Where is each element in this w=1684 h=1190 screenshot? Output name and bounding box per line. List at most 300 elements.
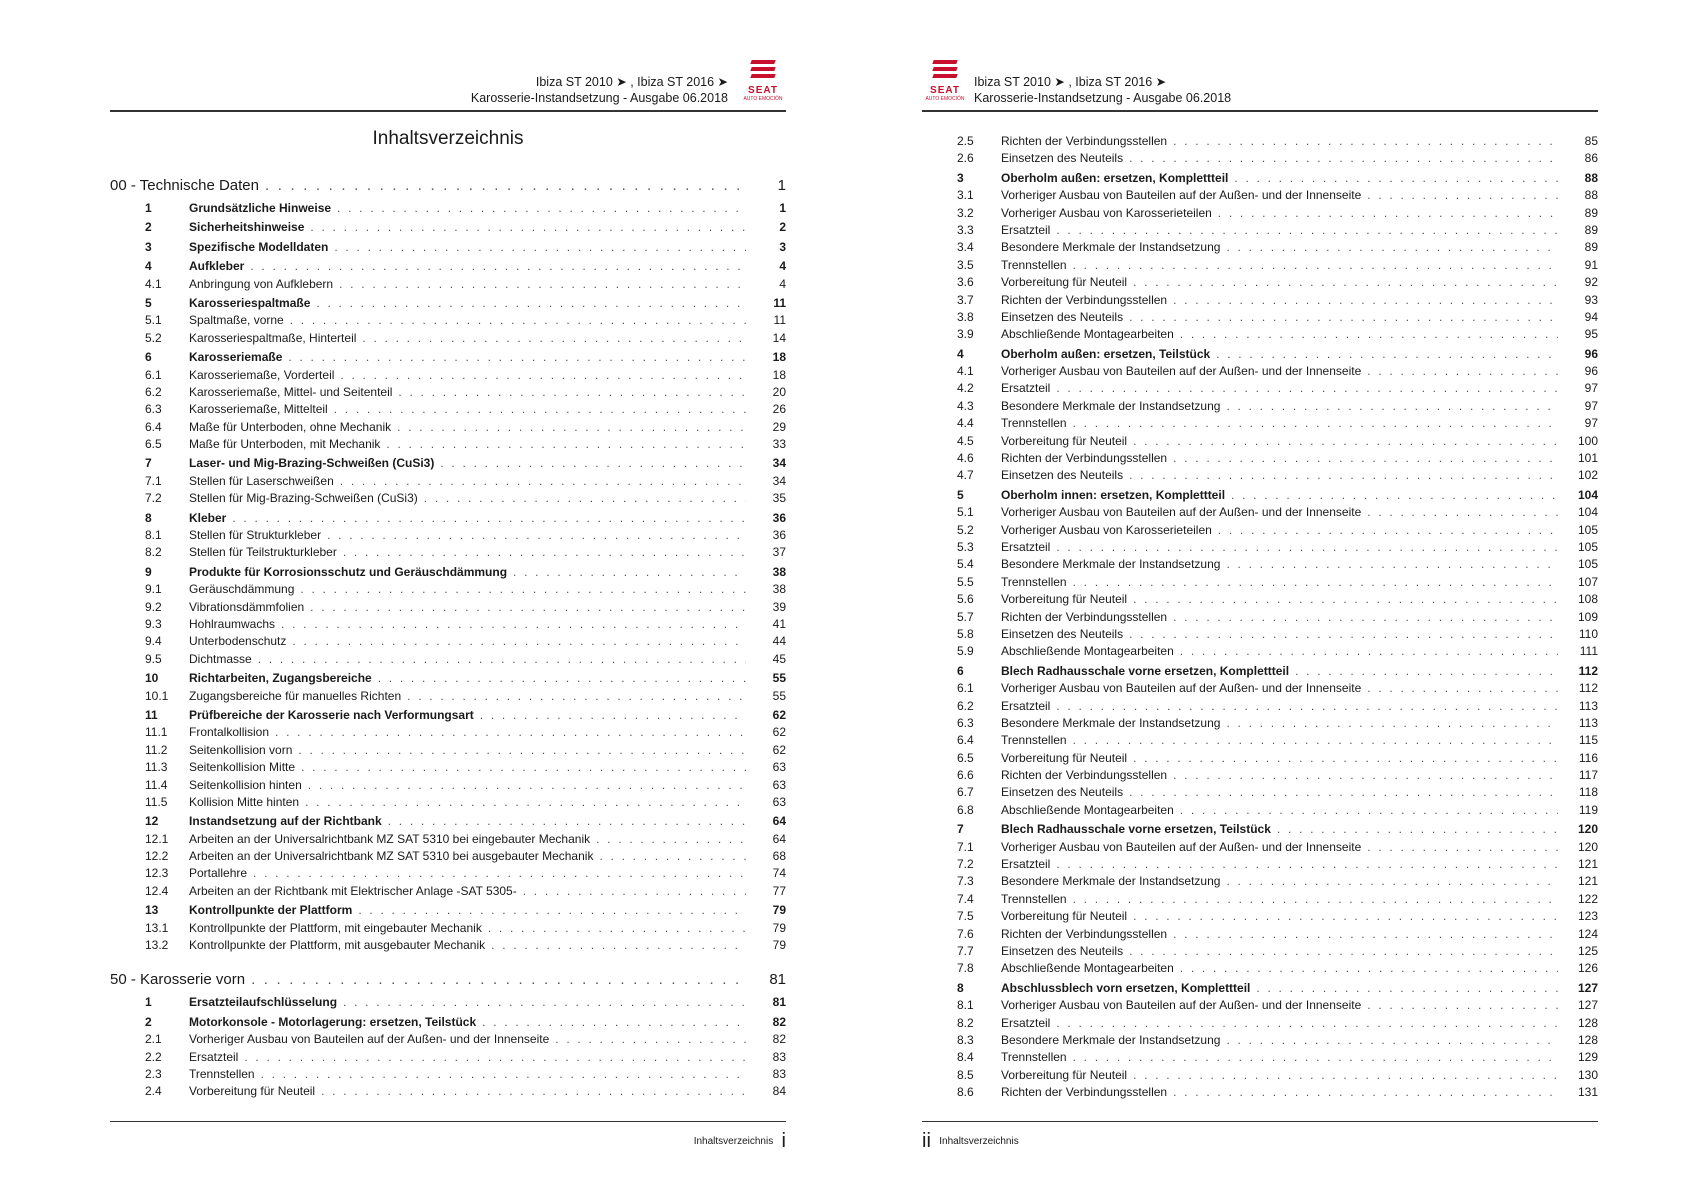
toc-entry[interactable] — [110, 848, 786, 865]
toc-section[interactable] — [110, 967, 786, 992]
header-model-line: Ibiza ST 2010 ➤ , Ibiza ST 2016 ➤ — [974, 75, 1167, 89]
dot-leader — [334, 401, 746, 418]
dot-leader — [1133, 750, 1558, 767]
toc-entry-number: 7.2 — [957, 857, 974, 872]
toc-entry-title: Vorbereitung für Neuteil — [1001, 1067, 1128, 1082]
toc-entry[interactable] — [110, 1066, 786, 1083]
toc-entry-number: 6.6 — [957, 768, 974, 783]
toc-chapter[interactable] — [922, 980, 1598, 997]
toc-entry-page: 96 — [1584, 364, 1598, 379]
toc-entry[interactable] — [110, 920, 786, 937]
toc-entry[interactable] — [110, 276, 786, 293]
toc-entry-page: 88 — [1584, 188, 1598, 203]
toc-entry-number: 9.5 — [145, 651, 162, 666]
toc-chapter[interactable] — [110, 258, 786, 275]
toc-entry-page: 96 — [1584, 346, 1598, 361]
left-page — [110, 0, 786, 1190]
toc-chapter[interactable] — [922, 821, 1598, 838]
toc-entry-page: 95 — [1584, 327, 1598, 342]
toc-entry-number: 6.4 — [145, 419, 162, 434]
toc-entry[interactable] — [110, 419, 786, 436]
toc-entry-number: 6.5 — [957, 750, 974, 765]
dot-leader — [1129, 309, 1558, 326]
toc-entry[interactable] — [922, 239, 1598, 256]
toc-entry-number: 3.8 — [957, 309, 974, 324]
toc-entry-title: Kontrollpunkte der Plattform, mit ausgebauter Mechanik — [189, 938, 486, 953]
toc-entry[interactable] — [110, 384, 786, 401]
toc-entry[interactable] — [922, 732, 1598, 749]
dot-leader — [1173, 450, 1558, 467]
toc-entry[interactable] — [110, 490, 786, 507]
toc-entry-title: Vorbereitung für Neuteil — [1001, 275, 1128, 290]
toc-chapter[interactable] — [110, 239, 786, 256]
toc-entry-title: Oberholm außen: ersetzen, Teilstück — [1001, 346, 1211, 361]
toc-entry-title: Besondere Merkmale der Instandsetzung — [1001, 240, 1221, 255]
toc-entry-title: 00 - Technische Daten — [110, 177, 259, 194]
toc-entry[interactable] — [922, 574, 1598, 591]
toc-entry-number: 8.1 — [957, 998, 974, 1013]
toc-entry[interactable] — [110, 312, 786, 329]
toc-entry-page: 102 — [1577, 468, 1598, 483]
dot-leader — [301, 759, 746, 776]
toc-chapter[interactable] — [110, 219, 786, 236]
toc-entry[interactable] — [110, 742, 786, 759]
toc-entry-number: 5.1 — [145, 313, 162, 328]
dot-leader — [265, 173, 746, 198]
dot-leader — [1226, 556, 1558, 573]
toc-entry-number: 8.5 — [957, 1067, 974, 1082]
dot-leader — [1231, 487, 1558, 504]
toc-entry-number: 11.4 — [145, 777, 168, 792]
toc-entry[interactable] — [922, 1084, 1598, 1101]
dot-leader — [1056, 1015, 1558, 1032]
toc-entry-title: Seitenkollision Mitte — [189, 760, 296, 775]
toc-chapter[interactable] — [110, 1014, 786, 1031]
dot-leader — [292, 633, 746, 650]
toc-entry-title: Vorheriger Ausbau von Bauteilen auf der Außen- und der Innenseite — [189, 1032, 550, 1047]
logo-wordmark: SEAT — [930, 85, 960, 96]
toc-entry[interactable] — [110, 865, 786, 882]
toc-chapter[interactable] — [110, 994, 786, 1011]
toc-entry[interactable] — [110, 544, 786, 561]
toc-entry-number: 7.1 — [957, 839, 974, 854]
toc-entry[interactable] — [922, 309, 1598, 326]
toc-entry-number: 9 — [145, 564, 152, 579]
dot-leader — [358, 902, 746, 919]
toc-entry[interactable] — [110, 616, 786, 633]
toc-entry-page: 92 — [1584, 275, 1598, 290]
toc-entry[interactable] — [110, 777, 786, 794]
toc-entry[interactable] — [922, 222, 1598, 239]
toc-entry[interactable] — [922, 450, 1598, 467]
toc-entry-number: 9.2 — [145, 599, 162, 614]
toc-chapter[interactable] — [110, 902, 786, 919]
toc-entry[interactable] — [922, 504, 1598, 521]
toc-entry-page: 81 — [772, 995, 786, 1010]
toc-entry[interactable] — [922, 891, 1598, 908]
toc-entry-title: Stellen für Mig-Brazing-Schweißen (CuSi3) — [189, 491, 418, 506]
toc-entry-number: 6.2 — [957, 698, 974, 713]
toc-entry-title: Portallehre — [189, 866, 248, 881]
toc-entry-title: Richten der Verbindungsstellen — [1001, 451, 1168, 466]
toc-entry-page: 2 — [779, 220, 786, 235]
toc-entry-title: Karosseriemaße, Mittelteil — [189, 402, 328, 417]
dot-leader — [1180, 802, 1558, 819]
toc-entry[interactable] — [922, 767, 1598, 784]
toc-entry-title: Frontalkollision — [189, 725, 270, 740]
toc-entry-title: Anbringung von Aufklebern — [189, 276, 334, 291]
toc-entry[interactable] — [110, 330, 786, 347]
toc-entry-title: Unterbodenschutz — [189, 634, 287, 649]
toc-chapter[interactable] — [110, 349, 786, 366]
toc-entry[interactable] — [110, 1049, 786, 1066]
dot-leader — [261, 1066, 746, 1083]
toc-entry-number: 2.1 — [145, 1032, 162, 1047]
page-folio: i — [781, 1130, 786, 1152]
toc-entry[interactable] — [922, 960, 1598, 977]
toc-entry-number: 7.7 — [957, 943, 974, 958]
toc-entry-number: 4.4 — [957, 416, 974, 431]
toc-entry-title: Vorheriger Ausbau von Bauteilen auf der Außen- und der Innenseite — [1001, 839, 1362, 854]
toc-entry[interactable] — [922, 522, 1598, 539]
toc-entry[interactable] — [922, 873, 1598, 890]
toc-entry[interactable] — [922, 187, 1598, 204]
toc-entry-title: Ersatzteil — [1001, 1015, 1051, 1030]
toc-entry-page: 105 — [1577, 557, 1598, 572]
dot-leader — [1216, 346, 1558, 363]
toc-entry-page: 126 — [1577, 961, 1598, 976]
dot-leader — [258, 651, 746, 668]
dot-leader — [337, 200, 746, 217]
dot-leader — [1129, 467, 1558, 484]
toc-entry[interactable] — [922, 1032, 1598, 1049]
toc-entry-number: 4.3 — [957, 398, 974, 413]
toc-entry[interactable] — [922, 556, 1598, 573]
dot-leader — [1226, 715, 1558, 732]
toc-chapter[interactable] — [110, 813, 786, 830]
toc-entry[interactable] — [922, 856, 1598, 873]
toc-entry-page: 88 — [1584, 170, 1598, 185]
toc-entry-number: 6.3 — [957, 715, 974, 730]
dot-leader — [1073, 1049, 1558, 1066]
toc-entry[interactable] — [922, 908, 1598, 925]
dot-leader — [1180, 960, 1558, 977]
toc-entry-number: 3 — [957, 170, 964, 185]
toc-entry-page: 125 — [1577, 943, 1598, 958]
toc-entry-number: 9.3 — [145, 616, 162, 631]
toc-entry[interactable] — [922, 802, 1598, 819]
toc-entry-page: 4 — [779, 259, 786, 274]
toc-entry[interactable] — [922, 643, 1598, 660]
toc-entry[interactable] — [110, 599, 786, 616]
toc-entry-page: 109 — [1577, 609, 1598, 624]
toc-entry[interactable] — [922, 698, 1598, 715]
toc-entry-number: 7.5 — [957, 909, 974, 924]
toc-entry-number: 2 — [145, 220, 152, 235]
toc-entry-title: Abschließende Montagearbeiten — [1001, 644, 1174, 659]
dot-leader — [1173, 609, 1558, 626]
toc-chapter[interactable] — [110, 295, 786, 312]
toc-chapter[interactable] — [922, 663, 1598, 680]
toc-entry[interactable] — [922, 839, 1598, 856]
toc-entry[interactable] — [110, 633, 786, 650]
toc-section[interactable] — [110, 173, 786, 198]
toc-entry-number: 5.2 — [145, 330, 162, 345]
page-folio: ii — [922, 1130, 931, 1152]
toc-entry-page: 123 — [1577, 909, 1598, 924]
dot-leader — [1173, 292, 1558, 309]
toc-entry-number: 13 — [145, 903, 159, 918]
toc-entry-title: Richten der Verbindungsstellen — [1001, 768, 1168, 783]
dot-leader — [1226, 873, 1558, 890]
dot-leader — [253, 865, 746, 882]
toc-entry-title: Vorbereitung für Neuteil — [1001, 433, 1128, 448]
toc-entry-number: 6 — [145, 350, 152, 365]
toc-entry[interactable] — [110, 527, 786, 544]
toc-entry-number: 4.2 — [957, 381, 974, 396]
toc-entry-page: 101 — [1577, 451, 1598, 466]
toc-chapter[interactable] — [110, 510, 786, 527]
toc-entry[interactable] — [922, 380, 1598, 397]
toc-entry-number: 5.6 — [957, 592, 974, 607]
toc-entry-title: Einsetzen des Neuteils — [1001, 626, 1124, 641]
dot-leader — [513, 564, 746, 581]
toc-entry-number: 7.1 — [145, 473, 162, 488]
dot-leader — [1173, 133, 1558, 150]
dot-leader — [480, 707, 746, 724]
toc-entry-page: 130 — [1577, 1067, 1598, 1082]
toc-chapter[interactable] — [922, 487, 1598, 504]
toc-entry[interactable] — [922, 943, 1598, 960]
toc-entry[interactable] — [110, 1031, 786, 1048]
toc-entry-page: 82 — [772, 1014, 786, 1029]
toc-entry-number: 6.7 — [957, 785, 974, 800]
toc-entry-page: 3 — [779, 239, 786, 254]
dot-leader — [1129, 626, 1558, 643]
toc-entry-number: 11.1 — [145, 725, 168, 740]
toc-entry[interactable] — [110, 883, 786, 900]
dot-leader — [1173, 926, 1558, 943]
dot-leader — [1367, 504, 1558, 521]
toc-entry-number: 10.1 — [145, 688, 169, 703]
toc-entry[interactable] — [110, 937, 786, 954]
dot-leader — [310, 219, 746, 236]
dot-leader — [298, 742, 746, 759]
dot-leader — [1367, 839, 1558, 856]
toc-chapter[interactable] — [110, 200, 786, 217]
toc-entry[interactable] — [922, 997, 1598, 1014]
toc-entry[interactable] — [922, 398, 1598, 415]
toc-entry-page: 112 — [1578, 681, 1598, 696]
toc-entry-number: 8 — [145, 510, 152, 525]
dot-leader — [1277, 821, 1558, 838]
toc-entry-title: Prüfbereiche der Karosserie nach Verformungsart — [189, 707, 474, 722]
toc-entry[interactable] — [922, 326, 1598, 343]
toc-entry[interactable] — [922, 467, 1598, 484]
right-page — [922, 0, 1598, 1190]
dot-leader — [388, 813, 746, 830]
toc-entry[interactable] — [922, 609, 1598, 626]
toc-entry[interactable] — [922, 715, 1598, 732]
toc-entry-number: 4 — [957, 346, 964, 361]
toc-entry[interactable] — [922, 926, 1598, 943]
toc-entry-number: 7 — [957, 822, 964, 837]
toc-entry-title: Oberholm innen: ersetzen, Komplettteil — [1001, 487, 1226, 502]
toc-entry[interactable] — [922, 292, 1598, 309]
toc-entry[interactable] — [922, 133, 1598, 150]
dot-leader — [491, 937, 746, 954]
toc-entry[interactable] — [110, 831, 786, 848]
toc-entry-number: 3.2 — [957, 205, 974, 220]
toc-entry-page: 104 — [1577, 487, 1598, 502]
toc-chapter[interactable] — [110, 455, 786, 472]
toc-entry-number: 3.1 — [957, 188, 974, 203]
toc-entry-page: 79 — [772, 938, 786, 953]
toc-entry[interactable] — [922, 363, 1598, 380]
toc-entry-title: Vorbereitung für Neuteil — [189, 1084, 316, 1099]
toc-entry-number: 4 — [145, 259, 152, 274]
toc-entry-title: Besondere Merkmale der Instandsetzung — [1001, 398, 1221, 413]
dot-leader — [1056, 380, 1558, 397]
toc-entry[interactable] — [922, 680, 1598, 697]
dot-leader — [1129, 943, 1558, 960]
toc-entry-number: 4.1 — [957, 364, 974, 379]
toc-entry-number: 9.1 — [145, 582, 162, 597]
toc-entry[interactable] — [110, 581, 786, 598]
toc-entry-title: Trennstellen — [189, 1066, 255, 1081]
toc-entry-page: 83 — [772, 1066, 786, 1081]
toc-entry[interactable] — [922, 274, 1598, 291]
toc-entry-page: 84 — [772, 1084, 786, 1099]
toc-entry[interactable] — [922, 1049, 1598, 1066]
toc-entry-title: Karosseriespaltmaße, Hinterteil — [189, 330, 357, 345]
toc-entry-title: Motorkonsole - Motorlagerung: ersetzen, Teilstück — [189, 1014, 477, 1029]
toc-entry-title: Kollision Mitte hinten — [189, 794, 300, 809]
toc-entry-number: 2.5 — [957, 134, 974, 148]
toc-entry[interactable] — [922, 150, 1598, 167]
toc-entry[interactable] — [922, 205, 1598, 222]
toc-entry-title: Zugangsbereiche für manuelles Richten — [189, 688, 402, 703]
toc-entry[interactable] — [922, 1067, 1598, 1084]
toc-entry-title: Stellen für Teilstrukturkleber — [189, 545, 337, 560]
dot-leader — [1226, 1032, 1558, 1049]
toc-entry-number: 12.2 — [145, 849, 169, 864]
toc-entry-title: Seitenkollision hinten — [189, 777, 302, 792]
toc-entry-title: Richten der Verbindungsstellen — [1001, 292, 1168, 307]
toc-entry[interactable] — [110, 1083, 786, 1100]
toc-chapter[interactable] — [110, 670, 786, 687]
toc-entry[interactable] — [922, 415, 1598, 432]
toc-entry-title: Vorheriger Ausbau von Bauteilen auf der Außen- und der Innenseite — [1001, 364, 1362, 379]
toc-entry-number: 6.4 — [957, 733, 974, 748]
dot-leader — [440, 455, 746, 472]
toc-entry-page: 62 — [772, 742, 786, 757]
dot-leader — [1056, 856, 1558, 873]
dot-leader — [1226, 239, 1558, 256]
toc-chapter[interactable] — [922, 170, 1598, 187]
toc-entry-title: Trennstellen — [1001, 1050, 1067, 1065]
toc-entry-number: 4.6 — [957, 451, 974, 466]
toc-entry-number: 2.2 — [145, 1049, 162, 1064]
dot-leader — [300, 581, 746, 598]
page-header — [922, 70, 1598, 112]
toc-chapter[interactable] — [110, 564, 786, 581]
toc-entry[interactable] — [110, 794, 786, 811]
toc-list-left — [110, 173, 786, 1101]
toc-entry-title: Sicherheitshinweise — [189, 220, 305, 235]
toc-entry[interactable] — [110, 724, 786, 741]
header-model-line: Ibiza ST 2010 ➤ , Ibiza ST 2016 ➤ — [535, 75, 728, 89]
toc-entry[interactable] — [922, 1015, 1598, 1032]
toc-entry[interactable] — [922, 257, 1598, 274]
toc-entry-title: Einsetzen des Neuteils — [1001, 943, 1124, 958]
toc-entry-number: 3 — [145, 239, 152, 254]
toc-entry-number: 8 — [957, 980, 964, 995]
header-edition-line: Karosserie-Instandsetzung - Ausgabe 06.2018 — [470, 91, 728, 105]
toc-entry-title: Maße für Unterboden, mit Mechanik — [189, 437, 381, 452]
toc-entry-title: Trennstellen — [1001, 733, 1067, 748]
toc-entry[interactable] — [110, 436, 786, 453]
toc-chapter[interactable] — [110, 707, 786, 724]
toc-entry[interactable] — [922, 750, 1598, 767]
dot-leader — [232, 510, 746, 527]
toc-chapter[interactable] — [922, 346, 1598, 363]
toc-entry[interactable] — [922, 433, 1598, 450]
toc-entry[interactable] — [922, 591, 1598, 608]
toc-entry-title: Einsetzen des Neuteils — [1001, 309, 1124, 324]
toc-entry[interactable] — [110, 401, 786, 418]
dot-leader — [339, 276, 746, 293]
toc-entry-page: 85 — [1584, 134, 1598, 148]
dot-leader — [316, 295, 746, 312]
toc-entry-page: 112 — [1578, 663, 1598, 678]
toc-entry-page: 104 — [1577, 505, 1598, 520]
toc-entry-title: Instandsetzung auf der Richtbank — [189, 814, 382, 829]
toc-entry-number: 2.6 — [957, 151, 974, 166]
toc-entry-number: 2.4 — [145, 1084, 162, 1099]
toc-entry-title: Karosseriemaße, Vorderteil — [189, 367, 335, 382]
dot-leader — [1367, 680, 1558, 697]
toc-entry-page: 11 — [773, 313, 786, 328]
toc-entry-number: 5 — [145, 295, 152, 310]
toc-entry-page: 97 — [1584, 398, 1598, 413]
dot-leader — [308, 777, 746, 794]
toc-entry[interactable] — [922, 784, 1598, 801]
toc-entry[interactable] — [110, 473, 786, 490]
toc-entry-title: Stellen für Laserschweißen — [189, 473, 334, 488]
toc-entry[interactable] — [110, 688, 786, 705]
toc-entry[interactable] — [922, 539, 1598, 556]
toc-entry-title: Abschließende Montagearbeiten — [1001, 961, 1174, 976]
dot-leader — [1129, 150, 1558, 167]
toc-entry-page: 97 — [1584, 416, 1598, 431]
toc-entry[interactable] — [110, 367, 786, 384]
toc-entry-page: 113 — [1578, 698, 1598, 713]
toc-entry-page: 115 — [1578, 733, 1598, 748]
toc-entry-page: 110 — [1578, 626, 1598, 641]
toc-entry-page: 89 — [1584, 205, 1598, 220]
toc-entry-page: 94 — [1584, 309, 1598, 324]
toc-entry-page: 26 — [772, 402, 786, 417]
toc-entry-title: Geräuschdämmung — [189, 582, 295, 597]
toc-entry[interactable] — [922, 626, 1598, 643]
toc-entry[interactable] — [110, 651, 786, 668]
toc-entry-title: Besondere Merkmale der Instandsetzung — [1001, 874, 1221, 889]
toc-entry-page: 121 — [1577, 874, 1598, 889]
toc-entry[interactable] — [110, 759, 786, 776]
toc-entry-page: 34 — [772, 456, 786, 471]
dot-leader — [244, 1049, 746, 1066]
